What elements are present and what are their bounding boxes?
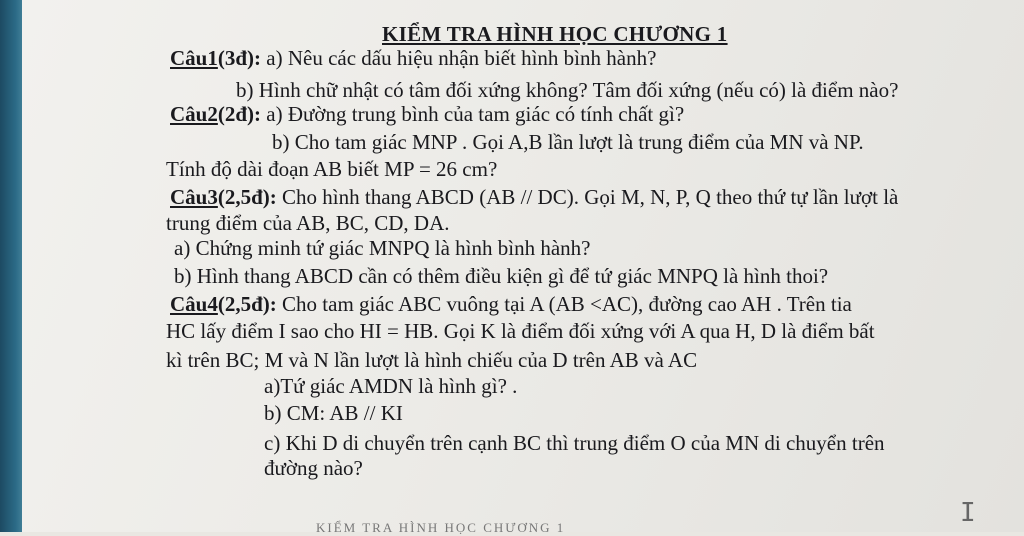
q4-label: Câu4(2,5đ): bbox=[170, 292, 283, 316]
q4-intro-cont2: kì trên BC; M và N lần lượt là hình chiếu của D trên AB và AC bbox=[166, 348, 698, 372]
q2-part-b: b) Cho tam giác MNP . Gọi A,B lần lượt là trung điểm của MN và NP. bbox=[272, 130, 864, 154]
q2-line bbox=[170, 102, 684, 126]
q2-part-a: a) Đường trung bình của tam giác có tính chất gì? bbox=[266, 102, 685, 126]
q2-label: Câu2(2đ): bbox=[170, 102, 267, 126]
q4-part-c-cont: đường nào? bbox=[264, 456, 363, 480]
q3-intro: Cho hình thang ABCD (AB // DC). Gọi M, N, P, Q theo thứ tự lần lượt là bbox=[282, 185, 899, 209]
q1-part-a: a) Nêu các dấu hiệu nhận biết hình bình hành? bbox=[266, 46, 657, 70]
photo-left-edge bbox=[0, 0, 22, 532]
q1-line bbox=[170, 46, 656, 70]
q3-part-b: b) Hình thang ABCD cần có thêm điều kiện gì để tứ giác MNPQ là hình thoi? bbox=[174, 264, 829, 288]
q2-part-b-cont: Tính độ dài đoạn AB biết MP = 26 cm? bbox=[166, 157, 498, 181]
q1-label: Câu1(3đ): bbox=[170, 46, 267, 70]
q3-line bbox=[170, 185, 898, 209]
q4-line bbox=[170, 292, 852, 316]
q4-part-a: a)Tứ giác AMDN là hình gì? . bbox=[264, 374, 518, 398]
q1-part-b: b) Hình chữ nhật có tâm đối xứng không? Tâm đối xứng (nếu có) là điểm nào? bbox=[236, 78, 899, 102]
q4-intro-cont1: HC lấy điểm I sao cho HI = HB. Gọi K là điểm đối xứng với A qua H, D là điểm bất bbox=[166, 319, 875, 343]
q3-label: Câu3(2,5đ): bbox=[170, 185, 283, 209]
q4-part-b: b) CM: AB // KI bbox=[264, 401, 403, 425]
q4-intro: Cho tam giác ABC vuông tại A (AB <AC), đường cao AH . Trên tia bbox=[282, 292, 852, 316]
q3-part-a: a) Chứng minh tứ giác MNPQ là hình bình hành? bbox=[174, 236, 591, 260]
text-cursor-icon: I bbox=[960, 498, 976, 528]
next-page-title-fragment: KIỂM TRA HÌNH HỌC CHƯƠNG 1 bbox=[316, 520, 566, 535]
page-title: KIỂM TRA HÌNH HỌC CHƯƠNG 1 bbox=[382, 22, 728, 46]
q4-part-c: c) Khi D di chuyển trên cạnh BC thì trung điểm O của MN di chuyển trên bbox=[264, 431, 885, 455]
q3-intro-cont: trung điểm của AB, BC, CD, DA. bbox=[166, 211, 450, 235]
